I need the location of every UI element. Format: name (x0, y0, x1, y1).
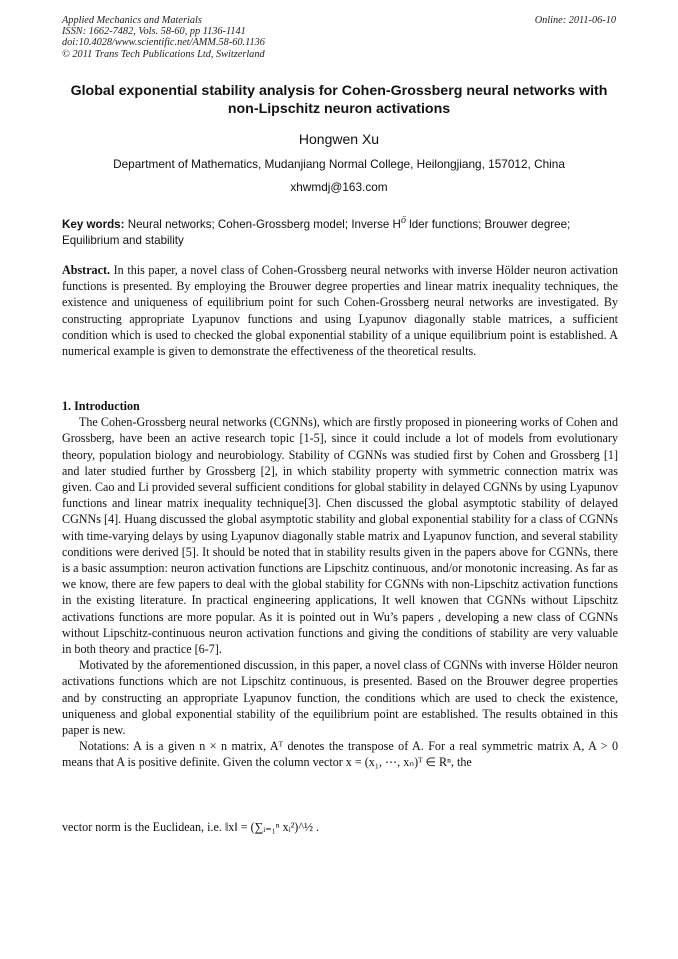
keywords-o-char: ö (400, 215, 406, 226)
journal-name: Applied Mechanics and Materials (62, 15, 202, 26)
author-name: Hongwen Xu (298, 131, 380, 147)
introduction-section (62, 398, 618, 771)
keywords-label: Key words: (62, 218, 125, 231)
online-date: Online: 2011-06-10 (534, 15, 616, 26)
intro-paragraph-1: The Cohen-Grossberg neural networks (CGNNs), which are firstly proposed in pioneering works of Cohen and Grossberg, have been an active research topic [1-5], since it could include a lot of models from evolutionary theory, population biology and neurobiology. Stability of CGNNs was studied first by Cohen and Grossberg [1] and later studied further by Grossberg [2], in which stability property with symmetric connection matrix was given. Cao and Li provided several sufficient conditions for global stability in delayed CGNNs by using Lyapunov functions and linear matrix inequality technique[3]. Chen discussed the global asymptotic stability of delayed CGNNs [4]. Huang discussed the global asymptotic stability and global exponential stability for a class of CGNNs with time-varying delays by using Lyapunov diagonally stable matrix and Lyapunov function, and several stability conditions were derived [5]. It should be noted that in stability results given in the papers above for CGNNs, there is a basic assumption: neuron activation functions are Lipschitz continuous, and/or monotonic increasing. As far as we know, there are few papers to deal with the global stability for CGNNs with non-Lipschitz activation functions in the existing literature. In practical engineering applications, It well knowen that CGNNs without Lipschitz activations functions are more popular. As it is pointed out in Wu’s papers , developing a new class of CGNNs without Lipschitz-continuous neuron activation functions and giving the conditions of stability are very valuable in both theory and practice [6-7]. (62, 415, 618, 657)
journal-doi: doi:10.4028/www.scientific.net/AMM.58-60.1136 (62, 37, 265, 49)
author-email: xhwmdj@163.com (290, 180, 388, 194)
section-heading: 1. Introduction (62, 399, 140, 413)
vector-norm-line: vector norm is the Euclidean, i.e. ‖x‖ = (∑ᵢ₌₁ⁿ xᵢ²)^½ . (62, 820, 320, 834)
abstract-text: In this paper, a novel class of Cohen-Grossberg neural networks with inverse Hölder neuron activation functions is presented. By employing the Brouwer degree properties and linear matrix inequality techniques, the existence and uniqueness of equilibrium point for such Cohen-Grossberg neural networks are investigated. By constructing appropriate Lyapunov functions and using Lyapunov diagonally stable matrices, a sufficient condition which is used to checked the global exponential stability of a unique equilibrium point is established. A numerical example is given to demonstrate the effectiveness of the theoretical results. (62, 263, 618, 359)
journal-header (62, 15, 616, 60)
abstract (62, 262, 618, 359)
journal-issn: ISSN: 1662-7482, Vols. 58-60, pp 1136-1141 (62, 26, 246, 38)
journal-copyright: © 2011 Trans Tech Publications Ltd, Switzerland (62, 48, 265, 60)
intro-paragraph-2: Motivated by the aforementioned discussion, in this paper, a novel class of CGNNs with inverse Hölder neuron activations functions which are not Lipschitz continuous, is presented. Based on the Brouwer degree properties and by constructing an appropriate Lyapunov function, the conditions which are used to check the existence, uniqueness and global exponential stability of the equilibrium point are established. The results obtained in this paper is new. (62, 658, 618, 738)
keywords-text-pre: Neural networks; Cohen-Grossberg model; Inverse H (124, 218, 401, 231)
keywords-text-post: lder functions; Brouwer degree; Equilibrium and stability (62, 218, 571, 247)
keywords (62, 215, 618, 248)
paper-title: Global exponential stability analysis for Cohen-Grossberg neural networks with non-Lipschitz neuron activations (70, 83, 608, 117)
intro-paragraph-notations: Notations: A is a given n × n matrix, Aᵀ denotes the transpose of A. For a real symmetric matrix A, A > 0 means that A is positive definite. Given the column vector x = (x₁, ⋯, xₙ)ᵀ ∈ Rⁿ, the (62, 739, 618, 770)
author-affiliation: Department of Mathematics, Mudanjiang Normal College, Heilongjiang, 157012, China (113, 157, 565, 171)
abstract-label: Abstract. (62, 263, 111, 277)
